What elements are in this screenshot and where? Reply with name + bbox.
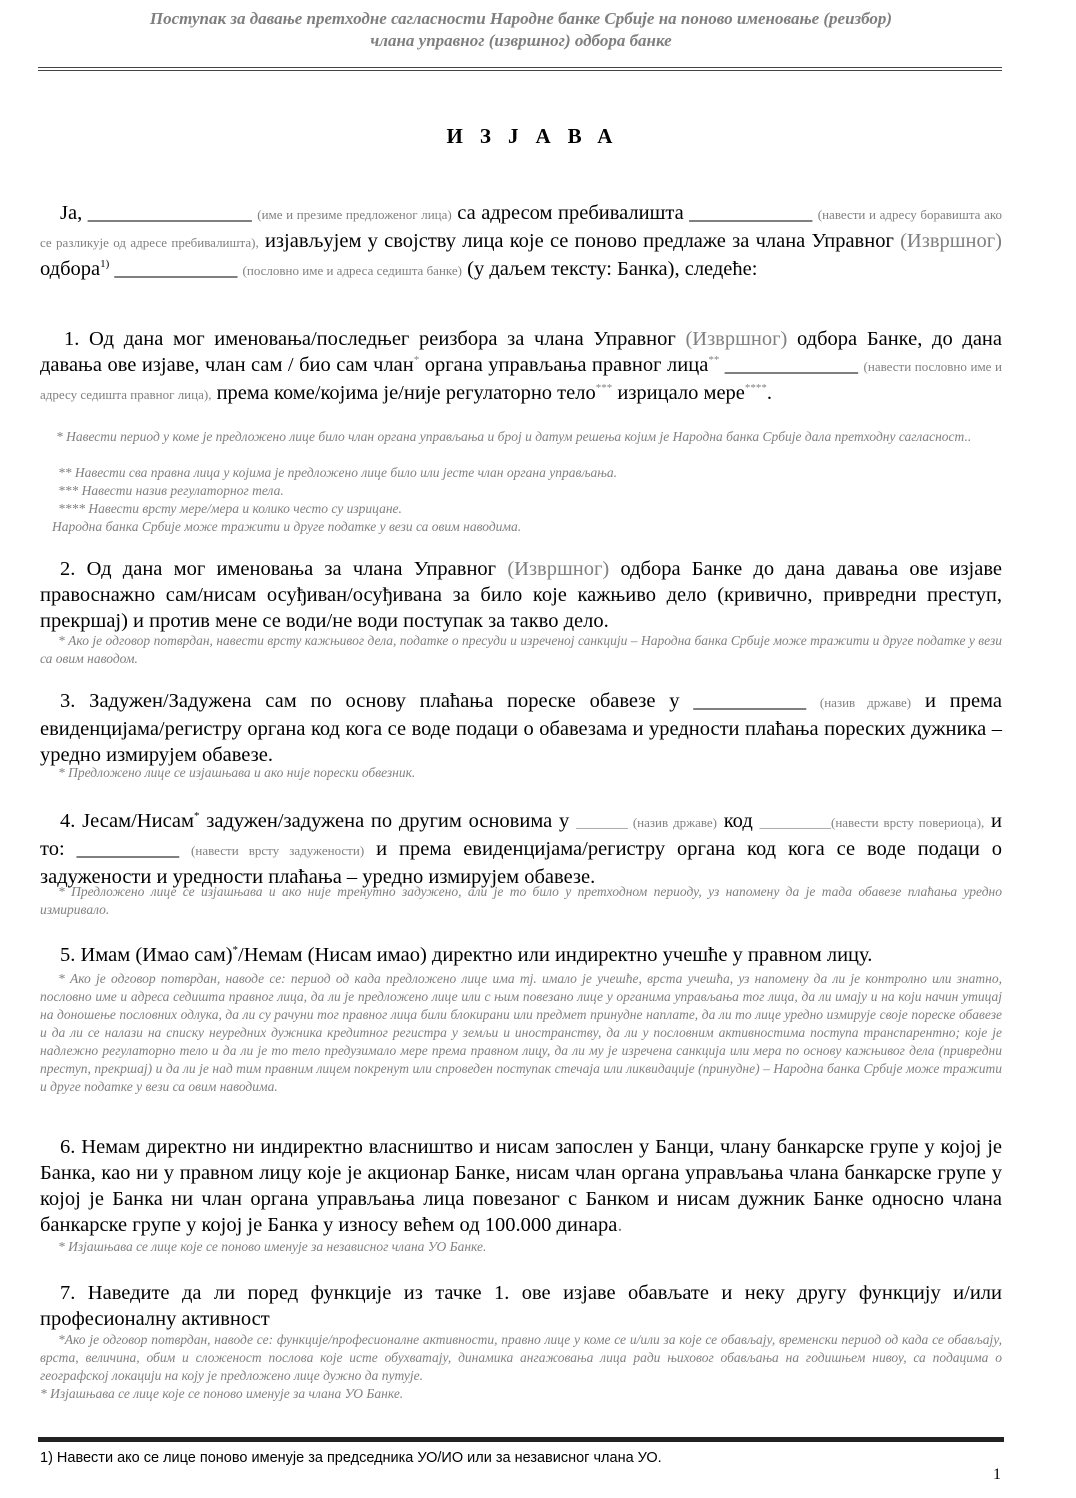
item-text: _____________ (719, 354, 864, 376)
item-text: 2. Од дана мог именовања за члана Управног (60, 558, 508, 580)
intro-grey-text: (Извршног) (900, 230, 1002, 252)
item-grey-text: (Извршног) (685, 328, 788, 350)
item-text: задужен/задужена по другим основима у (199, 810, 576, 832)
header-line-2: члана управног (извршног) одбора банке (370, 31, 672, 50)
item-text: 7. Наведите да ли поред функције из тачке 1. ове изјаве обављате и неку другу функцију и/или професионалну активност (40, 1282, 1002, 1330)
item-text: према коме/којима је/није регулаторно тело (211, 382, 596, 404)
item-text: код (717, 810, 760, 832)
intro-text: изјављујем у својству лица које се поново предлаже за члана Управног (258, 230, 901, 252)
item-hint: ___________(навести врсту повериоца), (759, 815, 985, 830)
note-ref: **** (744, 382, 767, 395)
item-text: 6. Немам директно ни индиректно власништво и нисам запослен у Банци, члану банкарске групе у којој је Банка, као ни у правном лицу које је акционар Банке, нисам члан органа управљања члана банкарске групе у којој је Банка ни члан органа управљања лица повезаног с Банком и нисам дужник Банке односно члана банкарске групе у којој је Банка у износу већем од 100.000 динара (40, 1136, 1002, 1236)
intro-text: ____________ (109, 258, 243, 280)
item-text: органа управљања правног лица (419, 354, 709, 376)
intro-text: одбора (40, 258, 101, 280)
item-3-paragraph (40, 688, 1002, 768)
item-1-paragraph (40, 326, 1002, 408)
item-4-paragraph (40, 808, 1002, 890)
item-text: одбора Банке, до дана давања ове изјаве, члан сам / био сам члан (40, 328, 1002, 376)
intro-hint-address: (навести и адресу боравишта ако се разликује од адресе пребивалишта), (40, 207, 1002, 250)
note-ref: * (413, 354, 420, 367)
footer-divider (38, 1437, 1004, 1442)
item-text: изрицало мере (612, 382, 745, 404)
footnote-ref: 1) (100, 258, 110, 271)
note-ref: * (232, 944, 239, 957)
page-number: 1 (993, 1466, 1001, 1483)
item-6-paragraph (40, 1134, 1002, 1238)
note-ref: * (194, 810, 200, 823)
intro-hint-name: (име и презиме предложеног лица) (257, 207, 452, 222)
intro-hint-bank: (пословно име и адреса седишта банке) (242, 263, 462, 278)
item-1-note: *** Навести назив регулаторног тела. (58, 483, 284, 498)
note-ref: *** (595, 382, 613, 395)
item-4-note: * Предложено лице се изјашњава и ако није тренутно задужено, али је то било у претходном периоду, уз напомену да је тада обавезе плаћања уредно измиривало. (40, 884, 1002, 917)
item-text: /Немам (Нисам имао) директно или индиректно учешће у правном лицу. (238, 944, 873, 966)
item-text: и према евиденцијама/регистру органа код кога се воде подаци о обавезама и уредности плаћања пореских дужника – уредно измирујем обавезе. (40, 690, 1002, 766)
footnote: 1) Навести ако се лице поново именује за председника УО/ИО или за независног члана УО. (40, 1450, 662, 1466)
item-hint: ________ (575, 815, 628, 830)
intro-text: (у даљем тексту: Банка), следеће: (462, 258, 758, 280)
note-ref: ** (708, 354, 720, 367)
item-5-paragraph (40, 942, 1002, 968)
item-hint: (назив државе) (819, 695, 912, 710)
item-text: 5. Имам (Имао сам) (60, 944, 233, 966)
item-5-note: * Ако је одговор потврдан, наводе се: период од када предложено лице има тј. имало је учешће, врста учешћа, уз напомену да ли је контролно или знатно, пословно име и адреса седишта правног лица, да ли је предложено лице или с њим повезано лице у органима управљања тог лица, да ли имају и на који начин утицај на доношење пословних одлука, да ли су рачуни тог правног лица били блокирани или предмет принудне наплате, да ли то лице уредно измирује своје пореске обавезе и да ли се налази на списку неуредних дужника кредитног регистра у земљи и иностранству, да ли у пословним активностима поступа транспарентно; које је надлежно регулаторно тело и да ли је то тело предузимало мере према правном лицу, да ли му је изречена санкција или мера по основу кажњивог дела (привредни преступ, прекршај) и да ли је над тим правним лицем покренут или спроведен поступак стечаја или ликвидације (принудне) – Народна банка Србије може тражити и друге податке у вези са овим наводима. (40, 971, 1002, 1094)
item-hint: (навести врсту задужености) (191, 843, 365, 858)
item-2-paragraph (40, 556, 1002, 634)
item-text: и према евиденцијама/регистру органа код кога се воде подаци о задужености и уредности плаћања – уредно измирујем обавезе. (40, 838, 1002, 888)
intro-text: Ја, ________________ (60, 202, 258, 224)
item-7-note: * Изјашњава се лице које се поново именује за члана УО Банке. (40, 1386, 404, 1401)
item-text: 4. Јесам/Нисам (60, 810, 195, 832)
intro-text: са адресом пребивалишта ____________ (451, 202, 818, 224)
intro-paragraph (40, 200, 1002, 284)
document-header (40, 8, 1002, 52)
item-text: и то: __________ (40, 810, 1002, 860)
item-text: . (766, 382, 773, 404)
header-divider (38, 67, 1002, 71)
item-2-note: * Ако је одговор потврдан, навести врсту кажњивог дела, податке о пресуди и изреченој санкцији – Народна банка Србије може тражити и друге податке у вези са овим наводом. (40, 633, 1002, 666)
item-hint: (навести пословно име и адресу седишта правног лица), (40, 359, 1003, 402)
item-1-note: Народна банка Србије може тражити и друге податке у вези са овим наводима. (52, 519, 522, 534)
item-1-note: **** Навести врсту мере/мера и колико често су изрицане. (58, 501, 402, 516)
item-grey-text: (Извршног) (507, 558, 610, 580)
item-6-note: * Изјашњава се лице које се поново именује за независног члана УО Банке. (58, 1239, 487, 1254)
item-7-note: *Ако је одговор потврдан, наводе се: функције/професионалне активности, правно лице у коме се и/или за које се обављају, временски период од када се обављају, врста, величина, обим и сложеност послова које исте обухватају, динамика ангажовања лица ради њиховог обављања на годишњем нивоу, са подацима о географској локацији на коју је предложено лице дужно да путује. (40, 1332, 1002, 1383)
item-text: одбора Банке до дана давања ове изјаве правоснажно сам/нисам осуђиван/осуђивана за било које кажњиво дело (кривично, привредни преступ, прекршај) и против мене се води/не води поступак за такво дело. (40, 558, 1002, 632)
document-title: ИЗЈАВА (446, 124, 630, 148)
item-7-paragraph (40, 1280, 1002, 1332)
item-1-note: ** Навести сва правна лица у којима је предложено лице било или јесте члан органа управљања. (58, 465, 617, 480)
item-hint: (назив државе) (627, 815, 718, 830)
item-text: 1. Од дана мог именовања/последњег реизбора за члана Управног (64, 328, 686, 350)
item-grey-text: . (617, 1214, 623, 1236)
header-line-1: Поступак за давање претходне сагласности Народне банке Србије на поново именовање (реизбор) (149, 9, 893, 28)
item-1-note: * Навести период у коме је предложено лице било члан органа управљања и број и датум решења којим је Народна банка Србије дала претходну сагласност.. (56, 429, 972, 444)
item-3-note: * Предложено лице се изјашњава и ако није порески обвезник. (58, 765, 416, 780)
item-text: 3. Задужен/Задужена сам по основу плаћања пореске обавезе у ___________ (60, 690, 820, 712)
